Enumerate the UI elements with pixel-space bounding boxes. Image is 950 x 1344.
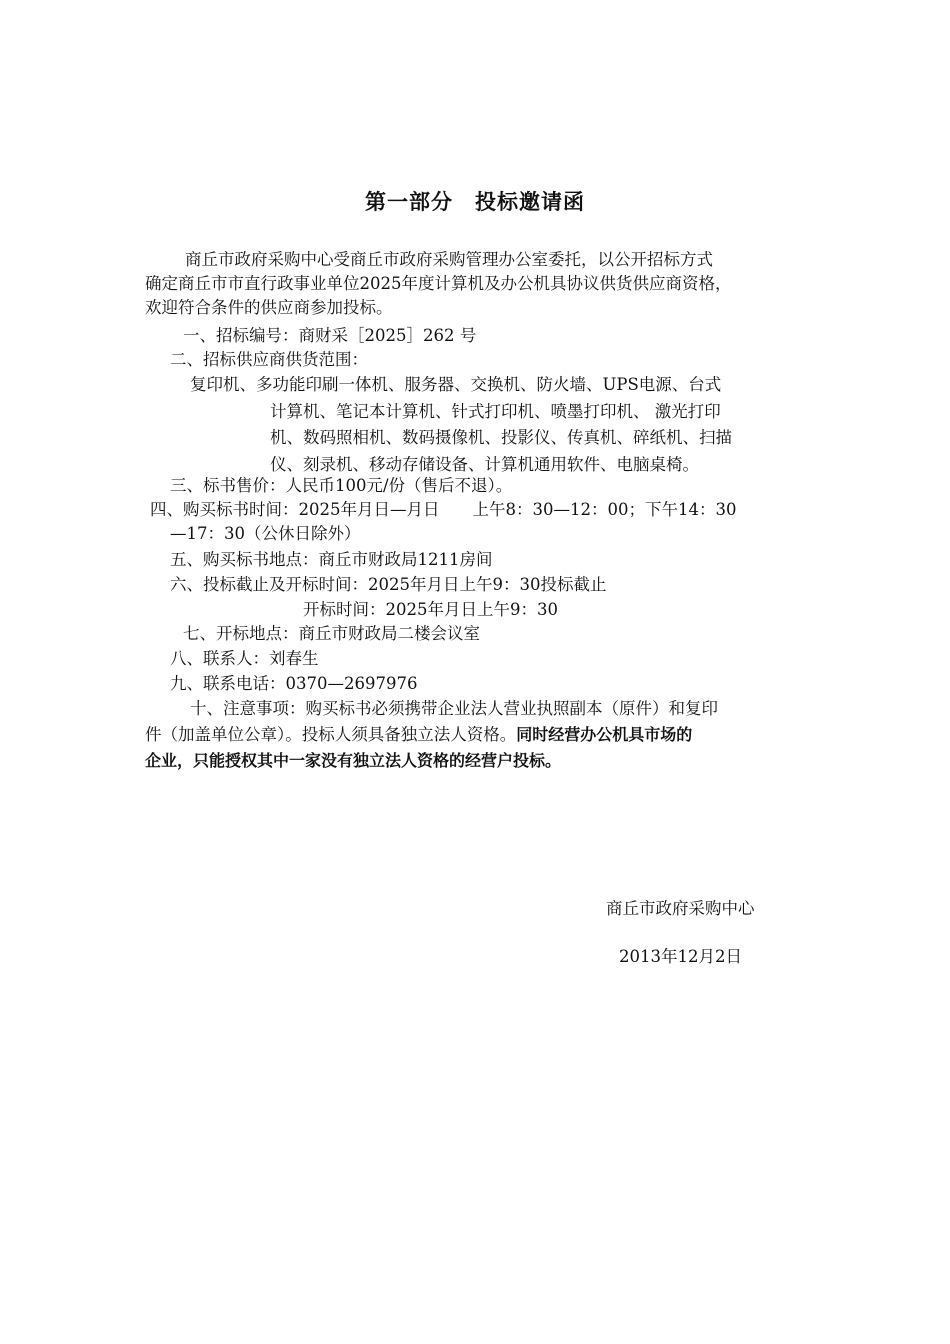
notice-line-2 xyxy=(145,722,810,748)
scope-line-1: 复印机、多功能印刷一体机、服务器、交换机、防火墙、UPS电源、台式 xyxy=(190,375,722,394)
notice-bold-2: 企业，只能授权其中一家没有独立法人资格的经营户投标。 xyxy=(145,751,562,770)
notice-line-1: 十、注意事项：购买标书必须携带企业法人营业执照副本（原件）和复印 xyxy=(190,699,718,718)
signature-date: 2013年12月2日 xyxy=(619,947,742,966)
scope-list xyxy=(190,372,810,478)
scope-line-3: 机、数码照相机、数码摄像机、投影仪、传真机、碎纸机、扫描 xyxy=(270,428,732,447)
scope-line-2: 计算机、笔记本计算机、针式打印机、喷墨打印机、 激光打印 xyxy=(270,401,721,421)
item-scope-label: 二、招标供应商供货范围： xyxy=(170,350,368,369)
notice-bold-1: 同时经营办公机具市场的 xyxy=(516,725,693,744)
item-purchase-time-cont: —17：30（公休日除外） xyxy=(170,524,361,543)
item-contact-person: 八、联系人：刘春生 xyxy=(170,649,319,668)
intro-line-1: 商丘市政府采购中心受商丘市政府采购管理办公室委托，以公开招标方式 xyxy=(185,250,713,269)
notice-text: 件（加盖单位公章）。投标人须具备独立法人资格。 xyxy=(145,725,517,744)
item-contact-phone: 九、联系电话：0370—2697976 xyxy=(170,674,418,693)
intro-line-2: 确定商丘市市直行政事业单位2025年度计算机及办公机具协议供货供应商资格， xyxy=(145,274,732,293)
item-price: 三、标书售价：人民币100元/份（售后不退）。 xyxy=(170,476,513,495)
item-opening-place: 七、开标地点：商丘市财政局二楼会议室 xyxy=(183,624,480,643)
item-deadline: 六、投标截止及开标时间：2025年月日上午9：30投标截止 xyxy=(170,575,607,594)
scope-line-4: 仪、刻录机、移动存储设备、计算机通用软件、电脑桌椅。 xyxy=(270,454,699,474)
item-purchase-place: 五、购买标书地点：商丘市财政局1211房间 xyxy=(170,550,493,569)
item-bid-number: 一、招标编号：商财采［2025］262 号 xyxy=(183,326,477,345)
signature-org: 商丘市政府采购中心 xyxy=(606,899,755,918)
intro-paragraph xyxy=(145,248,815,320)
notice-paragraph xyxy=(145,696,810,774)
intro-line-3: 欢迎符合条件的供应商参加投标。 xyxy=(145,298,393,317)
item-opening-time: 开标时间：2025年月日上午9：30 xyxy=(303,600,558,619)
document-title: 第一部分 投标邀请函 xyxy=(365,190,585,214)
notice-line-3 xyxy=(145,748,810,774)
item-purchase-time: 四、购买标书时间：2025年月日—月日 上午8：30—12：00；下午14：30 xyxy=(150,500,737,519)
